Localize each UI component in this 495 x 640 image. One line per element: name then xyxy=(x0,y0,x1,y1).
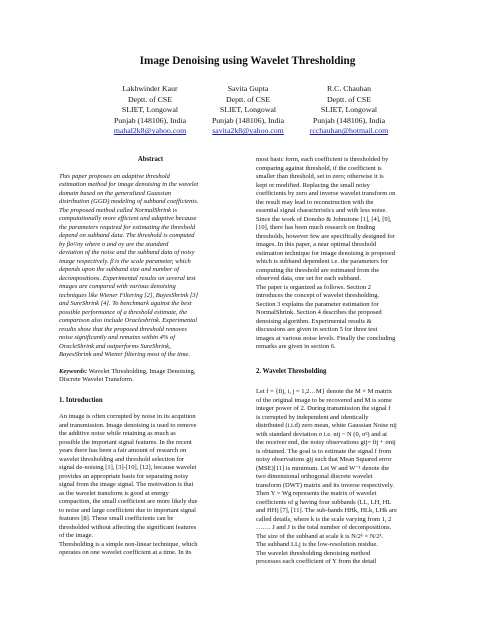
author-email-link[interactable]: mahal2k8@yahoo.com xyxy=(113,126,187,136)
right-body-top xyxy=(256,156,438,352)
author-inst: SLIET, Longowal xyxy=(121,105,179,115)
intro-heading: 1. Introduction xyxy=(59,396,103,404)
body-line: Section 3 explains the parameter estimation for xyxy=(256,300,379,308)
body-line: with standard deviation σ i.e. nij ~ N (0, σ²) and at xyxy=(256,430,387,438)
abstract-line: and SureShrink [4]. To benchmark against the best xyxy=(59,300,192,307)
body-line: smaller than threshold, set to zero; otherwise it is xyxy=(256,173,384,180)
body-line: Let f = {fij, i, j = 1,2…M} denote the M × M matrix xyxy=(256,388,393,395)
body-line: remarks are given in section 6. xyxy=(256,343,336,350)
body-line: The paper is organized as follows. Section 2 xyxy=(256,283,372,291)
abstract-line: results show that the proposed threshold removes xyxy=(59,325,187,333)
intro-line: wavelet thresholding and threshold selection for xyxy=(59,455,185,463)
body-line: transform (DWT) matrix and its inverse respectively. xyxy=(256,481,395,489)
body-line: observed data, one set for each subband. xyxy=(256,275,362,282)
body-line: computing the threshold are estimated from the xyxy=(256,266,380,274)
abstract-line: noise significantly and remains within 4% of xyxy=(59,334,176,341)
intro-body xyxy=(59,413,242,558)
abstract-line: distribution (GGD) modeling of subband coefficients. xyxy=(59,198,199,205)
keywords-text-cont: Discrete Wavelet Transform. xyxy=(59,376,134,383)
author-dept: Deptt. of CSE xyxy=(128,94,172,104)
abstract-line: comparison also include Oracleshrink. Experimental xyxy=(59,317,198,324)
abstract-line: OracleShrink and outperforms SureShrink, xyxy=(59,342,171,350)
intro-line: An image is often corrupted by noise in its acquition xyxy=(59,413,196,420)
abstract-body xyxy=(59,173,242,360)
body-line: is obtained. The goal is to estimate the signal f from xyxy=(256,447,392,455)
intro-line: Thresholding is a simple non-linear technique, which xyxy=(59,540,198,548)
author-email-link[interactable]: savita2k8@yahoo.com xyxy=(212,126,284,136)
abstract-line: domain based on the generalized Guassian xyxy=(59,189,172,197)
author-addr: Punjab (148106), India xyxy=(312,115,386,125)
author-addr: Punjab (148106), India xyxy=(211,115,285,125)
body-line: comparing against threshold, if the coefficient is xyxy=(256,164,382,172)
body-line: denoising algorithm. Experimental results & xyxy=(256,317,372,325)
author-inst: SLIET, Longowal xyxy=(320,105,378,115)
intro-line: thresholded without affecting the significant features xyxy=(59,523,197,531)
body-line: and HH) [7], [11]. The sub-bands HHk, HLk, LHk are xyxy=(256,507,397,514)
author-dept: Deptt. of CSE xyxy=(226,94,270,104)
intro-line: of the image. xyxy=(59,532,94,539)
body-line: the receiver end, the noisy observations gij= fij + σnij xyxy=(256,439,396,446)
body-line: noisy observations gij such that Mean Squared error xyxy=(256,456,392,463)
abstract-line: estimation method for image denoising in the wavelet xyxy=(59,181,199,188)
intro-line: to noise and large coefficient due to important signal xyxy=(59,506,196,514)
intro-line: signal de-noising [1], [3]-[10], [12], because wavelet xyxy=(59,464,197,471)
section2-heading: 2. Wavelet Thresholding xyxy=(256,367,327,375)
body-line: thresholds, however few are specifically designed for xyxy=(256,232,395,240)
intro-line: operates on one wavelet coefficient at a time. In its xyxy=(59,549,192,556)
abstract-line: techniques like Wiener Filtering [2], BayesShrink [3] xyxy=(59,291,199,299)
body-line: which is subband dependent i.e. the parameters for xyxy=(256,258,388,265)
intro-line: the additive noise while retaining as much as xyxy=(59,430,176,437)
body-line: images. In this paper, a near optimal threshold xyxy=(256,241,377,248)
author-block xyxy=(279,84,419,137)
intro-line: years there has been a fair amount of research on xyxy=(59,447,187,454)
intro-line: and transmission. Image denoising is used to remove xyxy=(59,421,197,429)
body-line: Then Y = Wg represents the matrix of wavelet xyxy=(256,490,377,497)
paper-title: Image Denoising using Wavelet Thresholding xyxy=(139,55,356,67)
body-line: Since the work of Donoho & Johnstone [1], [4], [9], xyxy=(256,215,392,223)
abstract-line: images are compared with various denoising xyxy=(59,283,176,290)
body-line: the result may lead to reconstruction with the xyxy=(256,198,374,206)
abstract-line: decompositions. Experimental results on several test xyxy=(59,274,196,282)
abstract-line: deviation of the noise and the subband data of noisy xyxy=(59,249,195,256)
body-line: coefficients by zero and inverse wavelet transform on xyxy=(256,190,396,197)
right-column xyxy=(256,156,438,567)
intro-line: possible the important signal features. In the recent xyxy=(59,438,192,446)
keywords xyxy=(59,368,242,385)
intro-line: compaction, the small coefficient are more likely due xyxy=(59,498,198,505)
body-line: The wavelet thresholding denoising method xyxy=(256,549,371,557)
abstract-line: depends upon the subband size and number of xyxy=(59,266,180,273)
body-line: The subband LLj is the low-resolution residue. xyxy=(256,541,378,548)
body-line: estimation technique for image denoising is proposed xyxy=(256,249,395,257)
body-line: is corrupted by independent and identically xyxy=(256,413,369,421)
abstract-heading: Abstract xyxy=(137,156,164,163)
author-name: Savita Gupta xyxy=(227,84,269,93)
intro-line: as the wavelet transform is good at energy xyxy=(59,489,169,497)
abstract-line: image respectively. β is the scale parameter, which xyxy=(59,257,191,265)
abstract-line: computationally more efficient and adaptive because xyxy=(59,215,197,222)
author-inst: SLIET, Longowal xyxy=(219,105,277,115)
body-line: most basic form, each coefficient is thresholded by xyxy=(256,156,389,163)
body-line: processes each coefficient of Y from the detail xyxy=(256,558,377,565)
abstract-line: possible performance of a threshold estimate, the xyxy=(59,308,188,316)
body-line: essential signal characteristics and with less noise. xyxy=(256,207,387,214)
intro-line: provides an appropriate basis for separating noisy xyxy=(59,472,189,480)
intro-line: features [8]. These small coefficients can be xyxy=(59,515,174,522)
abstract-line: This paper proposes an adaptive threshold xyxy=(59,172,170,180)
body-line: called details, where k is the scale varying from 1, 2 xyxy=(256,515,392,523)
body-line: two dimensional orthogonal discrete wavelet xyxy=(256,473,373,480)
abstract-line: the parameters required for estimating the threshold xyxy=(59,223,196,231)
body-line: discussions are given in section 5 for three test xyxy=(256,326,378,333)
abstract-line: The proposed method called NormalShrink is xyxy=(59,206,178,214)
abstract-line: depend on subband data. The threshold is computed xyxy=(59,232,195,239)
body-line: introduces the concept of wavelet thresholding. xyxy=(256,292,380,299)
body-line: ……. J and J is the total number of decompositions. xyxy=(256,524,392,531)
keywords-text: Wavelet Thresholding, Image Denoising, xyxy=(87,367,196,375)
abstract-line: by βσ²/σy where σ and σy are the standard xyxy=(59,240,169,248)
body-line: images at various noise levels. Finally the concluding xyxy=(256,334,396,342)
right-body-bottom xyxy=(256,388,438,567)
intro-line: signal from the image signal. The motivation is that xyxy=(59,481,194,488)
body-line: integer power of 2. During transmission the signal f xyxy=(256,405,391,412)
body-line: The size of the subband at scale k is N/2ᵏ × N/2ᵏ. xyxy=(256,532,384,540)
body-line: distributed (i.i.d) zero mean, white Gaussian Noise nij xyxy=(256,422,397,429)
author-dept: Deptt. of CSE xyxy=(327,94,371,104)
body-line: (MSE)[11] is minimum. Let W and W⁻¹ denote the xyxy=(256,464,390,472)
body-line: coefficients of g having four subbands (LL, LH, HL xyxy=(256,498,392,506)
abstract-line: BayesShrink and Wiener filtering most of the time. xyxy=(59,351,191,358)
body-line: [10], there has been much research on finding xyxy=(256,224,376,231)
author-name: Lakhwinder Kaur xyxy=(122,84,178,93)
author-email-link[interactable]: rcchauhan@hotmail.com xyxy=(309,126,389,136)
body-line: kept or modified. Replacing the small noisy xyxy=(256,181,370,189)
author-addr: Punjab (148106), India xyxy=(113,115,187,125)
body-line: of the original image to be recovered and M is some xyxy=(256,396,392,404)
author-name: R.C. Chauhan xyxy=(327,84,371,93)
body-line: NormalShrink. Section 4 describes the proposed xyxy=(256,309,382,316)
left-column xyxy=(59,156,242,558)
keywords-label: Keywords: xyxy=(59,367,88,375)
